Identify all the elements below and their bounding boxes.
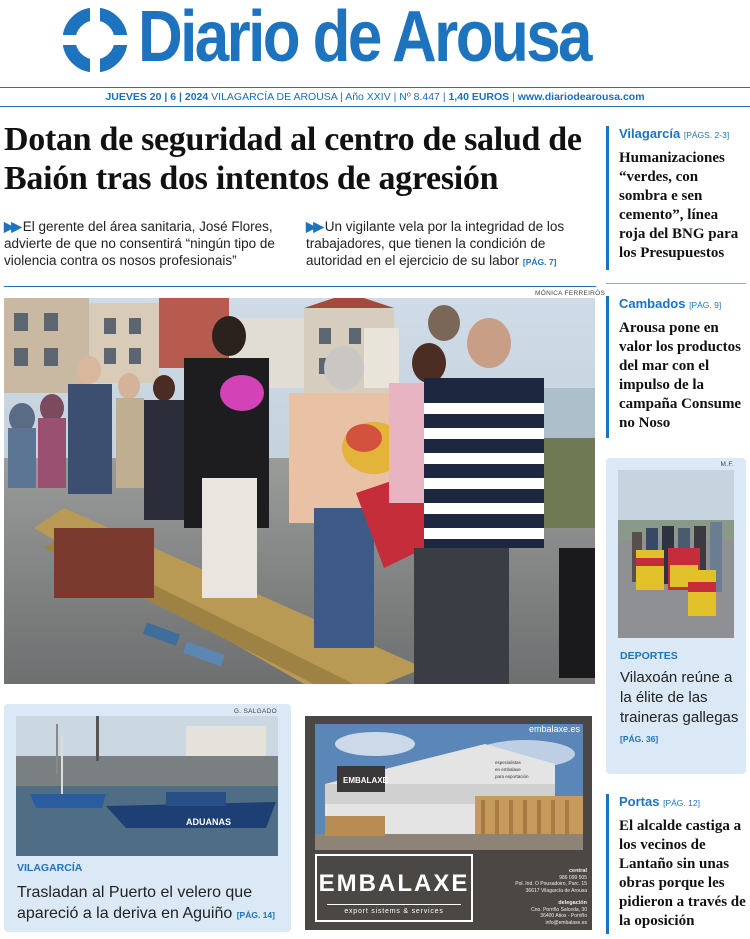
- ad-email: info@embalaxe.es: [545, 919, 587, 926]
- main-photo-credit: MÓNICA FERREIRÓS: [535, 290, 606, 297]
- dateline-price: 1,40 EUROS: [448, 91, 510, 103]
- lead-page-ref[interactable]: [PÁG. 7]: [522, 257, 557, 267]
- ad-brand: EMBALAXE: [318, 870, 470, 897]
- ad-central-addr2: 36617 Vilagarcía de Arousa: [525, 887, 587, 894]
- ad-contact-info: [481, 862, 587, 926]
- dateline-url[interactable]: www.diariodearousa.com: [517, 91, 645, 103]
- rc-section: [619, 794, 746, 811]
- rc-headline[interactable]: El alcalde castiga a los vecinos de Lantaño sin unas obras porque les pidieron a través de la oposición: [619, 818, 746, 929]
- rc-item-vilagarcia[interactable]: [606, 126, 746, 270]
- ad-central-addr1: Pol. Ind. O Pousadoiro, Parc. 15: [515, 881, 587, 887]
- ad-facade-line2: en embalaxe: [495, 767, 521, 772]
- masthead: [0, 0, 750, 82]
- masthead-title[interactable]: Diario de Arousa: [138, 0, 590, 77]
- lead-deck-right-text: Un vigilante vela por la integridad de los trabajadores, que tienen la condición de autoridad en el ejercicio de su labor: [306, 219, 565, 268]
- lead-divider: [4, 286, 596, 287]
- sport-photo[interactable]: [618, 470, 734, 638]
- sport-box[interactable]: [606, 458, 746, 774]
- ad-facade-line3: para exportación: [495, 774, 529, 779]
- ad-tagline: export sistems & services: [327, 904, 461, 915]
- bottom-page-ref[interactable]: [PÁG. 14]: [236, 910, 275, 920]
- embalaxe-ad[interactable]: [305, 716, 592, 930]
- sport-page-ref[interactable]: [PÁG. 36]: [620, 734, 659, 744]
- ad-building-image: [315, 724, 583, 850]
- boat-label: ADUANAS: [186, 817, 231, 827]
- rc-page-ref[interactable]: [PÁGS. 2-3]: [683, 130, 730, 140]
- bottom-text[interactable]: [17, 882, 287, 926]
- bottom-photo-image: [16, 716, 278, 856]
- dateline-year: Año XXIV: [345, 91, 391, 103]
- dateline: JUEVES 20 | 6 | 2024 VILAGARCÍA DE AROUSA | Año XXIV | Nº 8.447 | 1,40 EUROS | www.diariodearousa.com: [0, 87, 750, 107]
- bottom-photo[interactable]: [16, 716, 278, 856]
- ad-delegation-addr2: 36400 Atios - Porriño: [540, 913, 587, 919]
- rc-divider: [606, 283, 746, 284]
- main-photo-image: [4, 298, 595, 684]
- lead-headline[interactable]: Dotan de seguridad al centro de salud de Baión tras dos intentos de agresión: [4, 121, 582, 197]
- dateline-place: VILAGARCÍA DE AROUSA: [211, 91, 338, 103]
- rc-section: [619, 296, 746, 313]
- ad-central-phone: 986 099 505: [559, 874, 587, 881]
- rc-item-cambados[interactable]: [606, 296, 746, 438]
- rc-headline[interactable]: Arousa pone en valor los productos del mar con el impulso de la campaña Consume no Noso: [619, 320, 742, 431]
- lead-deck-left-text: El gerente del área sanitaria, José Flores, advierte de que no consentirá “ningún tipo de violencia contra os nosos profesionais”: [4, 219, 275, 268]
- sport-photo-credit: M.F.: [720, 461, 734, 468]
- rc-item-portas[interactable]: [606, 794, 746, 934]
- rc-page-ref[interactable]: [PÁG. 12]: [663, 798, 700, 808]
- sport-photo-image: [618, 470, 734, 638]
- ad-photo: [315, 724, 583, 850]
- ad-sign-text: EMBALAXE: [343, 776, 388, 785]
- ad-logo: [315, 854, 473, 922]
- bottom-section: VILAGARCÍA: [17, 862, 83, 874]
- sport-section: DEPORTES: [620, 650, 678, 662]
- rc-section: [619, 126, 746, 143]
- rc-section-name: Portas: [619, 794, 660, 809]
- rc-section-name: Cambados: [619, 296, 686, 311]
- main-photo[interactable]: [4, 298, 595, 684]
- bottom-text-body: Trasladan al Puerto el velero que apareció a la deriva en Aguiño: [17, 884, 253, 922]
- bottom-photo-credit: G. SALGADO: [233, 708, 277, 715]
- dateline-date: JUEVES 20 | 6 | 2024: [105, 91, 209, 103]
- logo-ring-icon: [60, 5, 130, 75]
- lead-deck-right: [306, 218, 596, 271]
- sport-text-body: Vilaxoán reúne a la élite de las traineras gallegas: [620, 669, 739, 726]
- rc-page-ref[interactable]: [PÁG. 9]: [689, 300, 722, 310]
- ad-delegation-addr1: Cno. Porriño Salceda, 30: [531, 906, 587, 913]
- double-triangle-bullet-icon: ▶▶: [4, 219, 19, 234]
- ad-central-label: central: [568, 868, 587, 874]
- ad-url[interactable]: embalaxe.es: [528, 724, 580, 734]
- bottom-story-box[interactable]: [4, 704, 291, 932]
- double-triangle-bullet-icon: ▶▶: [306, 219, 321, 234]
- sport-text[interactable]: [620, 668, 740, 749]
- dateline-number: Nº 8.447: [399, 91, 440, 103]
- ad-facade-line1: especialistas: [495, 760, 521, 765]
- rc-headline[interactable]: Humanizaciones “verdes, con sombra e sen cemento”, línea roja del BNG para los Presupuestos: [619, 150, 739, 261]
- rc-section-name: Vilagarcía: [619, 126, 681, 141]
- ad-delegation-label: delegación: [558, 900, 587, 906]
- lead-deck-left: [4, 218, 294, 269]
